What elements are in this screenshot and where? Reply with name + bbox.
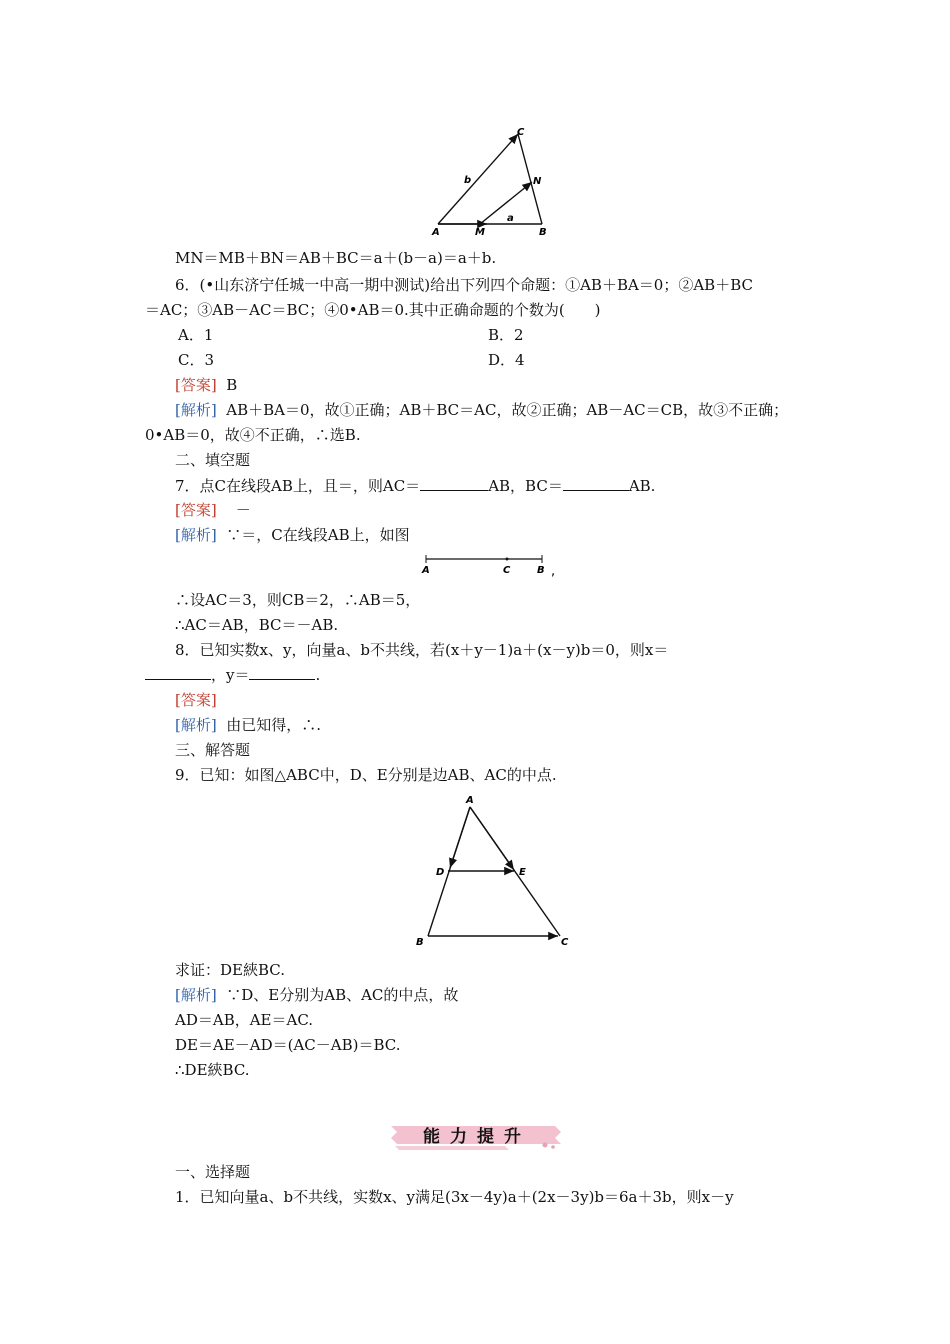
section-fill-in: 二、填空题 [175,451,251,469]
figure-triangle-mn [425,122,565,240]
q8-stem-part3: . [315,666,321,684]
answer-blank[interactable] [145,665,211,680]
q8-stem-line2 [145,665,320,685]
explanation-text: 由已知得，∴. [226,716,322,734]
q6-explanation-line1 [175,400,788,420]
answer-value: － [235,501,251,519]
vector-ad [450,807,470,868]
explanation-text: ∵＝，C在线段AB上，如图 [226,526,410,544]
explanation-tag: [解析] [175,716,217,734]
q6-option-c: C．3 [178,351,215,369]
label-a: A [422,565,430,576]
q7-stem-part2: AB，BC＝ [488,477,563,495]
q9-prove: 求证：DE綊BC. [175,961,285,979]
label-m: M [475,227,485,238]
q6-stem-line1: 6．(•山东济宁任城一中高一期中测试)给出下列四个命题：①AB＋BA＝0；②AB＋BC [175,276,753,294]
q8-stem-line1: 8．已知实数x、y，向量a、b不共线，若(x＋y－1)a＋(x－y)b＝0，则x＝ [175,641,669,659]
explanation-text: AB＋BA＝0，故①正确；AB＋BC＝AC，故②正确；AB－AC＝CB，故③不正确； [226,401,789,419]
vector-ae [470,807,514,870]
text-line: MN＝MB＋BN＝AB＋BC＝a＋(b－a)＝a＋b. [175,249,497,267]
q6-option-b: B．2 [488,326,524,344]
label-d: D [436,867,445,878]
q6-answer [175,375,237,395]
section-choice: 一、选择题 [175,1163,251,1181]
label-a: A [432,227,440,238]
label-c: C [517,127,525,138]
q7-answer [175,500,251,520]
point-c [506,558,509,561]
answer-blank[interactable] [249,665,315,680]
answer-value: B [226,376,238,394]
q8-answer [175,690,217,710]
label-vec-a: a [507,213,514,224]
explanation-tag: [解析] [175,986,217,1004]
q6-option-a: A．1 [178,326,214,344]
q7-stem [175,476,655,496]
vector-mn [480,182,532,224]
q9-explanation-line1 [175,985,458,1005]
explanation-text: ∵D、E分别为AB、AC的中点，故 [226,986,459,1004]
q8-explanation [175,715,321,735]
figure-comma: , [551,564,556,579]
label-c: C [561,937,569,948]
label-e: E [519,867,526,878]
q7-explanation-line2: ∴设AC＝3，则CB＝2，∴AB＝5， [175,591,421,609]
q6-option-d: D．4 [488,351,525,369]
q7-explanation-line1 [175,525,410,545]
q7-explanation-line3: ∴AC＝AB，BC＝－AB. [175,616,339,634]
answer-tag: [答案] [175,376,217,394]
banner-title: 能力提升 [423,1127,531,1147]
q9-explanation-line3: DE＝AE－AD＝(AC－AB)＝BC. [175,1036,401,1054]
answer-tag: [答案] [175,691,217,709]
answer-blank[interactable] [420,476,488,491]
figure-triangle-de [410,792,580,952]
q1-stem: 1．已知向量a、b不共线，实数x、y满足(3x－4y)a＋(2x－3y)b＝6a＋3b，则x－y [175,1188,734,1206]
label-b: b [464,175,472,186]
q9-explanation-line2: AD＝AB，AE＝AC. [175,1011,314,1029]
figure-segment-acb [418,552,568,582]
explanation-tag: [解析] [175,401,217,419]
label-c: C [503,565,511,576]
answer-blank[interactable] [563,476,629,491]
q7-stem-part1: 7．点C在线段AB上，且＝，则AC＝ [175,477,421,495]
vector-b [438,134,518,224]
explanation-tag: [解析] [175,526,217,544]
q6-stem-line2: ＝AC；③AB－AC＝BC；④0•AB＝0.其中正确命题的个数为( ) [145,301,601,319]
label-a: A [466,795,474,806]
label-b: B [416,937,424,948]
answer-tag: [答案] [175,501,217,519]
section-solution: 三、解答题 [175,741,251,759]
q7-stem-part3: AB. [628,477,656,495]
q8-stem-part2: ，y＝ [211,666,250,684]
label-b: B [537,565,545,576]
q9-explanation-line4: ∴DE綊BC. [175,1061,250,1079]
section-banner [385,1118,567,1152]
q6-explanation-line2: 0•AB＝0，故④不正确，∴选B. [145,426,361,444]
q9-stem: 9．已知：如图△ABC中，D、E分别是边AB、AC的中点. [175,766,557,784]
label-n: N [533,176,542,187]
label-b-point: B [539,227,547,238]
